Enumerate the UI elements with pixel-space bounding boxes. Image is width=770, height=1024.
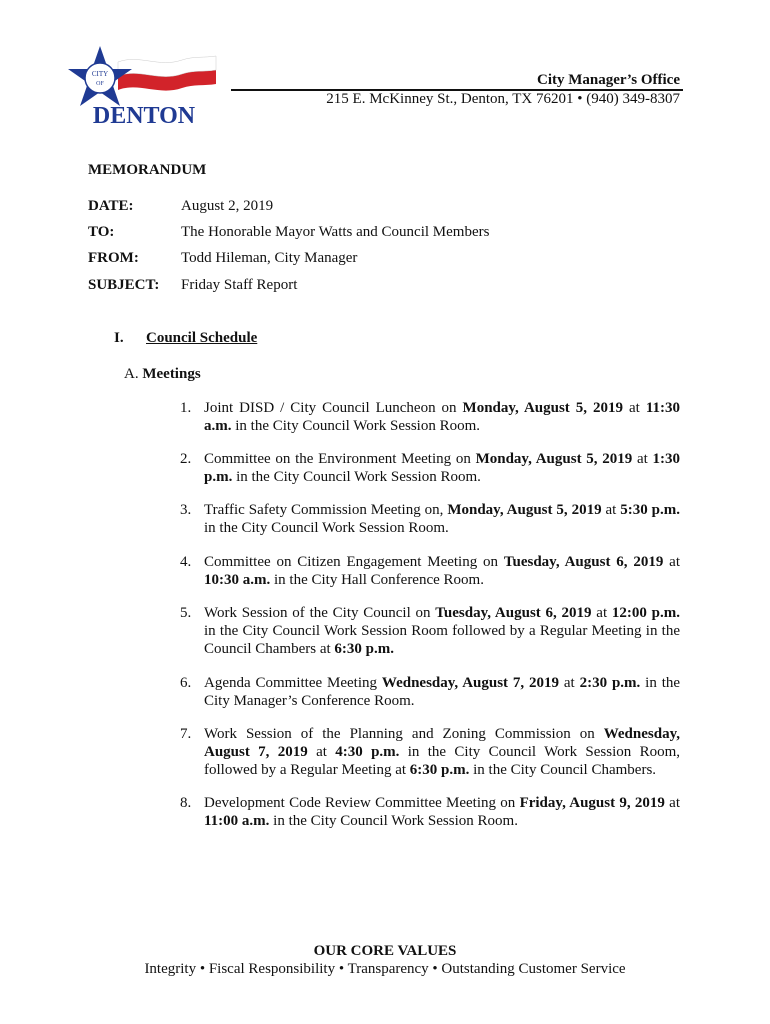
meeting-run: at (663, 554, 680, 570)
meeting-emphasis: Tuesday, August 6, 2019 (503, 554, 664, 570)
meeting-emphasis: 2:30 p.m. (579, 675, 641, 691)
meeting-text (204, 399, 680, 435)
subsection-title: Meetings (142, 366, 201, 382)
logo-denton-text: DENTON (92, 103, 196, 126)
meeting-number: 1. (180, 400, 192, 416)
meeting-text (204, 553, 680, 589)
meeting-run: Development Code Review Committee Meeting on (204, 795, 520, 811)
meeting-number: 6. (180, 675, 192, 691)
meeting-text (204, 501, 680, 537)
meeting-run: Work Session of the City Council on (204, 605, 436, 621)
meeting-run: in the City Council Chambers. (469, 762, 657, 778)
city-of-denton-logo (64, 44, 222, 126)
date-value: August 2, 2019 (181, 198, 274, 214)
logo-city-text: CITY (91, 70, 109, 78)
meeting-run: in the City Council Work Session Room. (269, 813, 518, 829)
meeting-number: 8. (180, 795, 192, 811)
meeting-number: 2. (180, 451, 192, 467)
meeting-emphasis: 4:30 p.m. (335, 744, 400, 760)
section-number: I. (114, 330, 124, 346)
logo-of-text: OF (96, 81, 104, 87)
from-value: Todd Hileman, City Manager (181, 250, 358, 266)
meeting-run: in the City Council Work Session Room, followed by a Regular Meeting at (204, 744, 680, 778)
date-label: DATE: (88, 198, 134, 214)
meeting-text (204, 794, 680, 830)
meeting-run: Committee on the Environment Meeting on (204, 451, 476, 467)
meeting-number: 3. (180, 502, 192, 518)
meeting-run: in the City Council Work Session Room followed by a Regular Meeting in the Council Chambers at (204, 623, 680, 657)
from-label: FROM: (88, 250, 139, 266)
meeting-run: at (559, 675, 580, 691)
meeting-run: at (307, 744, 336, 760)
meeting-run: in the City Council Work Session Room. (231, 418, 481, 434)
meeting-text (204, 674, 680, 710)
meeting-run: Agenda Committee Meeting (204, 675, 382, 691)
meeting-run: Traffic Safety Commission Meeting on, (204, 502, 448, 518)
meeting-item (180, 604, 680, 658)
meeting-emphasis: 11:30 a.m. (204, 400, 680, 434)
meeting-emphasis: Friday, August 9, 2019 (519, 795, 665, 811)
meeting-item (180, 674, 680, 710)
meeting-item (180, 553, 680, 589)
meeting-run: at (601, 502, 621, 518)
meeting-emphasis: 10:30 a.m. (204, 572, 271, 588)
meeting-item (180, 725, 680, 779)
meeting-emphasis: 1:30 p.m. (204, 451, 680, 485)
memo-title: MEMORANDUM (88, 162, 207, 178)
meeting-emphasis: 11:00 a.m. (204, 813, 270, 829)
meeting-run: at (632, 451, 653, 467)
meeting-emphasis: Monday, August 5, 2019 (447, 502, 602, 518)
meeting-item (180, 399, 680, 435)
meeting-run: at (623, 400, 646, 416)
meeting-run: Committee on Citizen Engagement Meeting on (204, 554, 504, 570)
meeting-text (204, 725, 680, 779)
meeting-number: 7. (180, 726, 192, 742)
to-label: TO: (88, 224, 115, 240)
meeting-number: 5. (180, 605, 192, 621)
meeting-run: in the City Council Work Session Room. (232, 469, 481, 485)
meeting-text (204, 604, 680, 658)
meeting-item (180, 450, 680, 486)
core-values-title: OUR CORE VALUES (313, 943, 457, 959)
meeting-emphasis: Wednesday, August 7, 2019 (381, 675, 560, 691)
meeting-run: Joint DISD / City Council Luncheon on (204, 400, 463, 416)
core-values-list: Integrity • Fiscal Responsibility • Transparency • Outstanding Customer Service (144, 961, 626, 977)
meeting-emphasis: 12:00 p.m. (611, 605, 680, 621)
meeting-emphasis: 5:30 p.m. (620, 502, 680, 518)
meeting-text (204, 450, 680, 486)
office-address: 215 E. McKinney St., Denton, TX 76201 • (940) 349-8307 (326, 91, 680, 107)
meeting-emphasis: 6:30 p.m. (334, 641, 394, 657)
office-name: City Manager’s Office (537, 72, 680, 88)
meeting-run: at (664, 795, 681, 811)
section-title: Council Schedule (146, 330, 258, 346)
meeting-run: Work Session of the Planning and Zoning Commission on (204, 726, 604, 742)
meeting-emphasis: Tuesday, August 6, 2019 (435, 605, 592, 621)
to-value: The Honorable Mayor Watts and Council Members (181, 224, 490, 240)
meeting-run: in the City Council Work Session Room. (204, 520, 449, 536)
logo-ring (85, 63, 115, 93)
meeting-run: in the City Hall Conference Room. (270, 572, 484, 588)
meeting-item (180, 501, 680, 537)
meeting-number: 4. (180, 554, 192, 570)
meeting-run: in the City Manager’s Conference Room. (204, 675, 681, 709)
meeting-emphasis: Wednesday, August 7, 2019 (204, 726, 680, 760)
meeting-run: at (591, 605, 612, 621)
meeting-emphasis: Monday, August 5, 2019 (462, 400, 624, 416)
subsection-letter: A. (124, 366, 139, 382)
meeting-emphasis: 6:30 p.m. (409, 762, 470, 778)
subject-label: SUBJECT: (88, 277, 160, 293)
meeting-emphasis: Monday, August 5, 2019 (475, 451, 633, 467)
meeting-item (180, 794, 680, 830)
subject-value: Friday Staff Report (181, 277, 298, 293)
subsection-heading (124, 366, 201, 383)
